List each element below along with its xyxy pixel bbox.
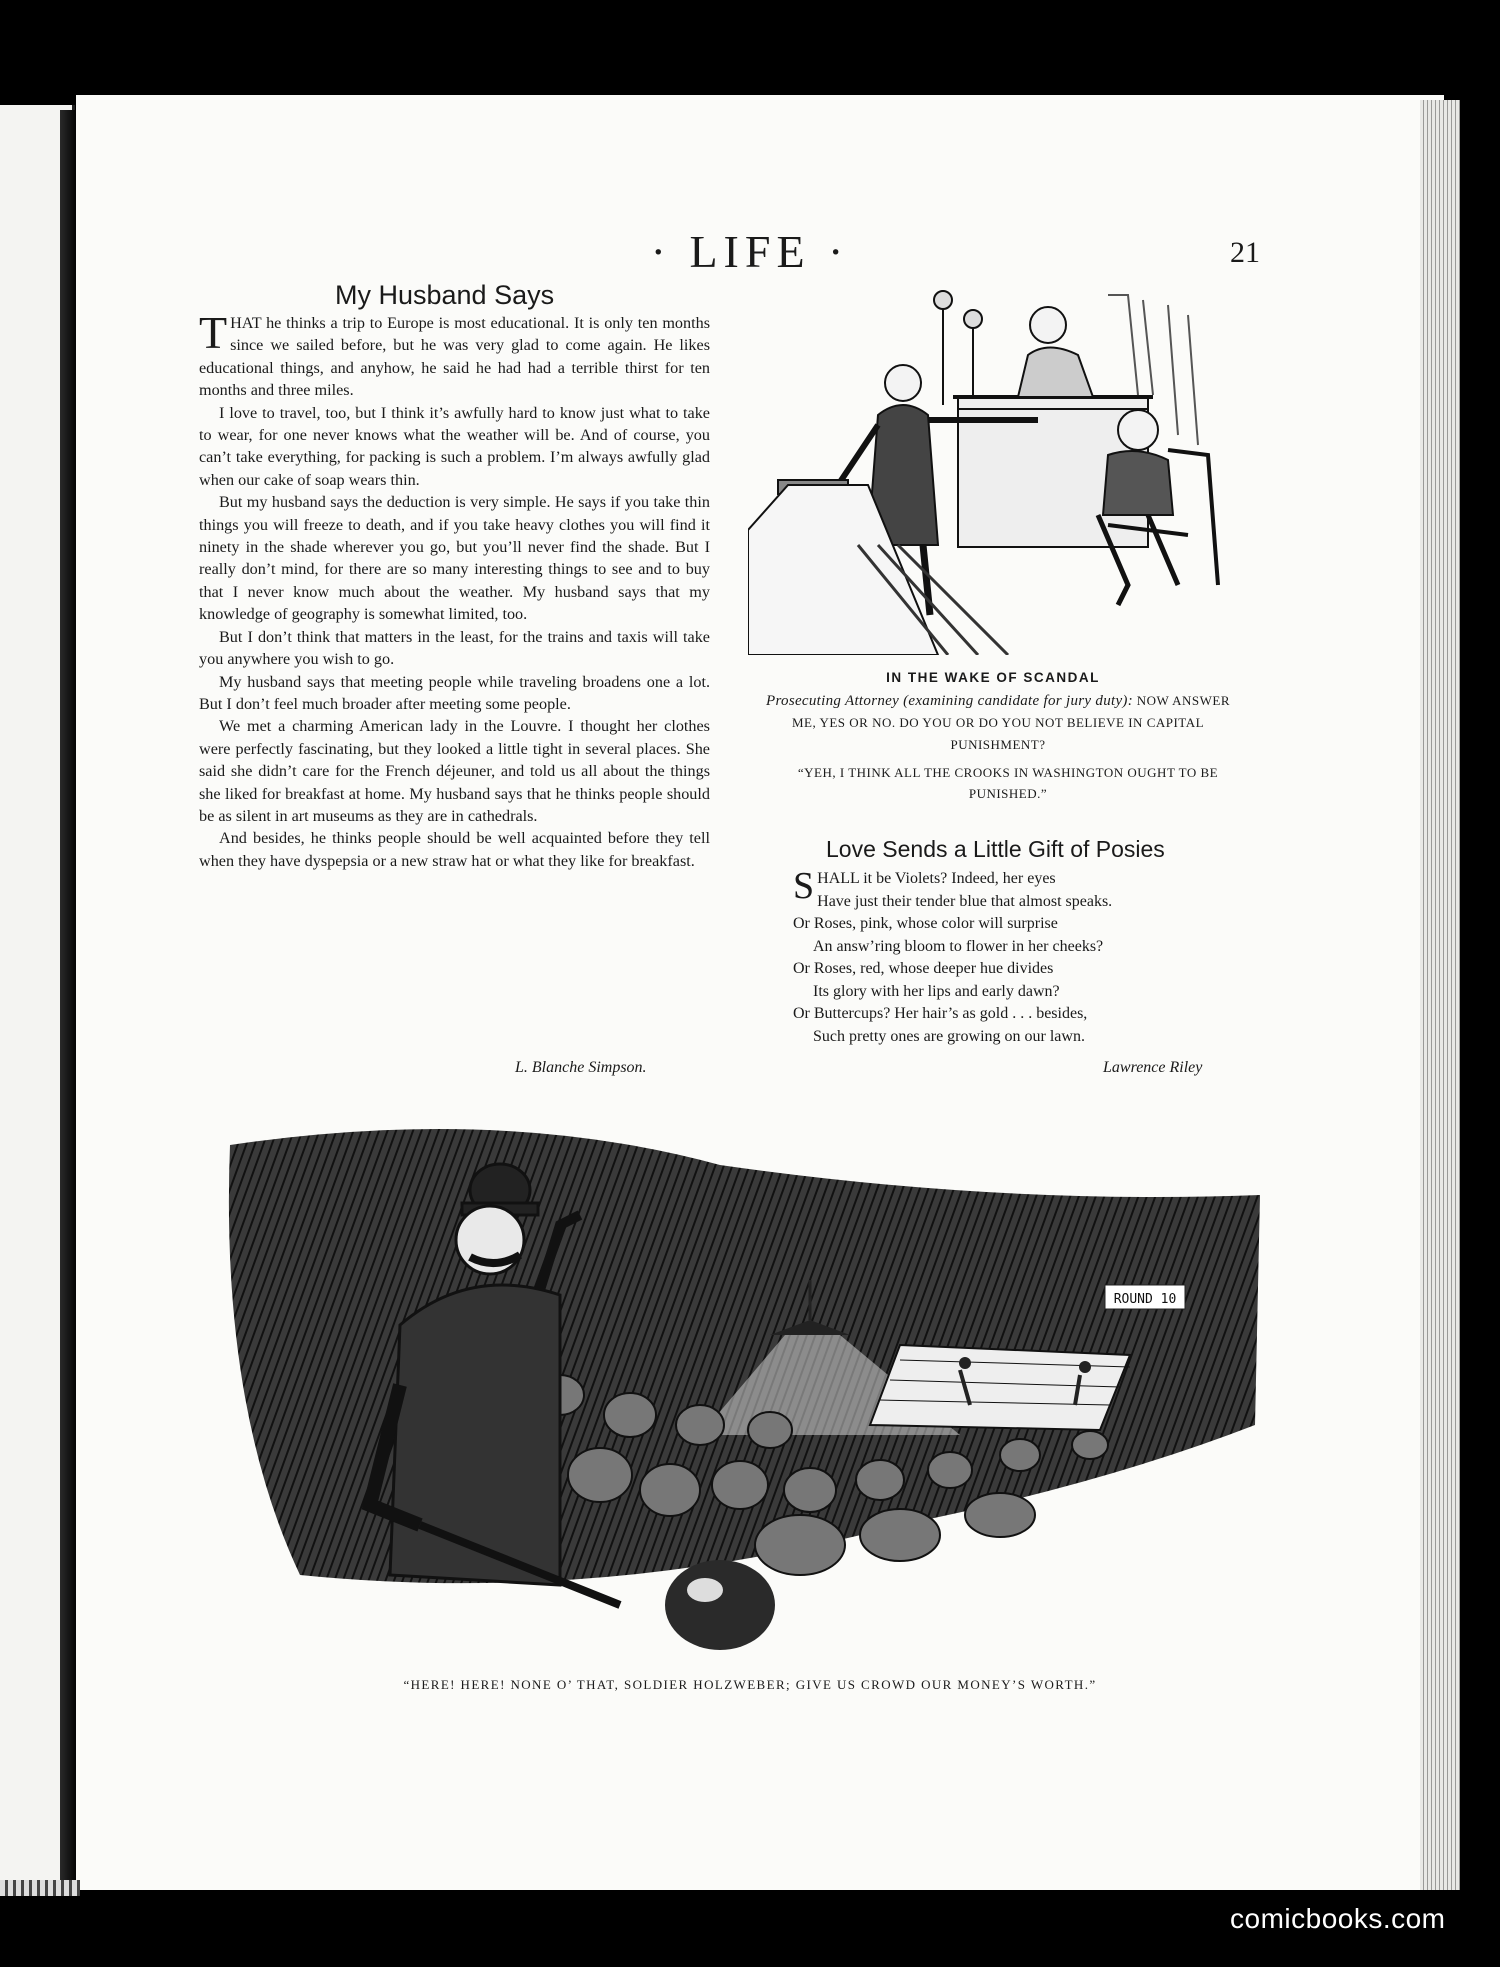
page-number: 21: [1230, 236, 1260, 269]
poem-body: [793, 865, 1113, 1048]
cartoon-speaker: Prosecuting Attorney (examining candidate for jury duty):: [765, 693, 1134, 709]
page-edge-stack: [1420, 100, 1460, 1890]
paragraph: My husband says that meeting people while traveling broadens one a lot. But I don’t feel much broader after meeting some people.: [199, 672, 710, 713]
cartoon-title: IN THE WAKE OF SCANDAL: [886, 670, 1100, 685]
cartoon-question: NOW ANSWER ME, YES OR NO. DO YOU OR DO YOU NOT BELIEVE IN CAPITAL PUNISHMENT?: [791, 693, 1230, 752]
poem-line: Or Roses, pink, whose color will surprise: [793, 915, 1058, 932]
cartoon-answer: “YEH, I THINK ALL THE CROOKS IN WASHINGTON OUGHT TO BE PUNISHED.”: [797, 765, 1219, 801]
article-title: My Husband Says: [335, 280, 555, 310]
poem-line: An answ’ring bloom to flower in her cheeks?: [813, 937, 1104, 955]
paragraph: HAT he thinks a trip to Europe is most educational. It is only ten months since we sailed before, but he was very glad to come again. He likes educational things, and anyhow, he said he had had a terrible thirst for ten months and three miles.: [199, 314, 710, 400]
dropcap: T: [199, 307, 228, 358]
poem-line: Or Roses, red, whose deeper hue divides: [793, 960, 1054, 977]
cartoon-caption: [758, 690, 1238, 756]
paragraph: But I don’t think that matters in the least, for the trains and taxis will take you anywhere you wish to go.: [199, 627, 710, 669]
paragraph: I love to travel, too, but I think it’s awfully hard to know just what to take to wear, for one never knows what the weather will be. And of course, you can’t take everything, for packing is such a problem. I’m always awfully glad when our cake of soap wears thin.: [199, 403, 710, 489]
article-body: [199, 307, 710, 872]
watermark: comicbooks.com: [1230, 1903, 1446, 1934]
poem-title: Love Sends a Little Gift of Posies: [826, 836, 1165, 862]
courtroom-illustration: [748, 285, 1238, 655]
poem-line: Or Buttercups? Her hair’s as gold . . . besides,: [793, 1005, 1088, 1022]
poem-line: Its glory with her lips and early dawn?: [813, 982, 1060, 1000]
masthead: · LIFE ·: [650, 226, 850, 277]
cartoon-caption-bottom: “HERE! HERE! NONE O’ THAT, SOLDIER HOLZWEBER; GIVE US CROWD OUR MONEY’S WORTH.”: [403, 1677, 1097, 1692]
bottom-page-edge: [0, 1880, 80, 1896]
round-sign: ROUND 10: [1113, 1292, 1177, 1307]
paragraph: And besides, he thinks people should be well acquainted before they tell when they have dyspepsia or a new straw hat or what they like for breakfast.: [199, 829, 710, 870]
dropcap: S: [793, 865, 815, 907]
poem-line: Have just their tender blue that almost speaks.: [817, 892, 1113, 910]
poem-signature: Lawrence Riley: [1103, 1059, 1203, 1076]
paragraph: But my husband says the deduction is very simple. He says if you take thin things you will freeze to death, and if you take heavy clothes you will find it ninety in the shade wherever you go, but you’ll never find the shade. But I really don’t mind, for there are so many interesting things to see and to buy that I never know much about the weather. My husband says that my knowledge of geography is somewhat limited, too.: [199, 493, 710, 624]
poem-line: Such pretty ones are growing on our lawn.: [813, 1027, 1085, 1045]
paragraph: We met a charming American lady in the Louvre. I thought her clothes were perfectly fascinating, but they looked a little tight in several places. She said she didn’t care for the French déjeuner, and told us all about the things she liked for breakfast at home. My husband says that he thinks people should be as silent in art museums as they are in cathedrals.: [199, 717, 710, 825]
poem-line: HALL it be Violets? Indeed, her eyes: [817, 870, 1056, 887]
boxing-crowd-illustration: [200, 1105, 1265, 1665]
article-signature: L. Blanche Simpson.: [515, 1059, 647, 1076]
